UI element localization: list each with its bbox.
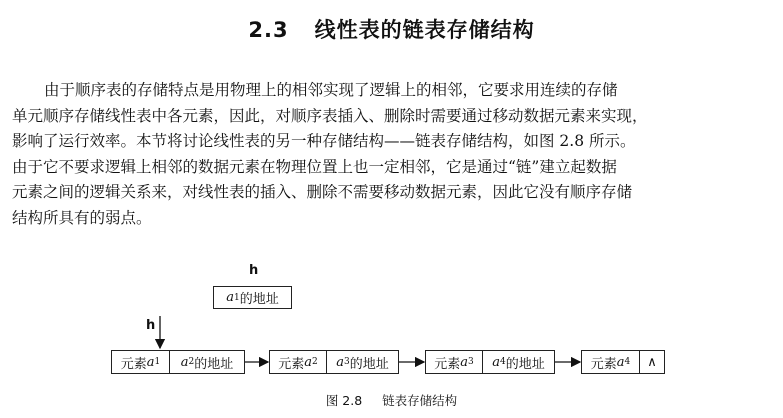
paragraph-line: 结构所具有的弱点。: [12, 208, 152, 227]
list-node-2: [269, 350, 399, 374]
node-element: 元素 a 3: [434, 354, 474, 372]
paragraph-line: 元素之间的逻辑关系来，对线性表的插入、删除不需要移动数据元素，因此它没有顺序存储: [12, 183, 633, 202]
node-next-address: a 3 的地址: [326, 351, 398, 373]
caption-number: 图 2.8: [325, 393, 363, 408]
body-paragraph: [12, 78, 770, 232]
head-box-text: 的地址: [239, 292, 279, 307]
section-heading: [0, 14, 783, 44]
node-element: 元素 a 4: [590, 354, 631, 372]
paragraph-line: 单元顺序存储线性表中各元素，因此，对顺序表插入、删除时需要通过移动数据元素来实现，: [12, 106, 648, 125]
figure-caption: [0, 391, 783, 409]
section-number: 2.3: [248, 18, 289, 42]
head-label-left: h: [146, 318, 156, 333]
head-label-top: h: [249, 263, 259, 278]
node-next-address: a 4 的地址: [482, 351, 554, 373]
head-box-var: a: [226, 290, 234, 305]
list-node-3: [425, 350, 555, 374]
list-node-4: [581, 350, 665, 374]
node-next-address: a 2 的地址: [169, 351, 244, 373]
paragraph-line: 由于顺序表的存储特点是用物理上的相邻实现了逻辑上的相邻，它要求用连续的存储: [44, 81, 618, 99]
paragraph-line: 由于它不要求逻辑上相邻的数据元素在物理位置上也一定相邻，它是通过“链”建立起数据: [12, 157, 617, 176]
null-pointer: ∧: [639, 351, 664, 373]
node-element: 元素 a 2: [278, 354, 318, 372]
section-title: 线性表的链表存储结构: [314, 18, 535, 42]
head-address-box: [213, 286, 292, 309]
node-element: 元素 a 1: [120, 354, 161, 372]
caption-text: 链表存储结构: [382, 393, 458, 408]
list-node-1: [111, 350, 245, 374]
head-box-sub: 1: [234, 292, 240, 303]
linked-list-figure: [0, 258, 783, 418]
paragraph-line: 影响了运行效率。本节将讨论线性表的另一种存储结构——链表存储结构，如图 2.8 所示。: [12, 132, 636, 151]
